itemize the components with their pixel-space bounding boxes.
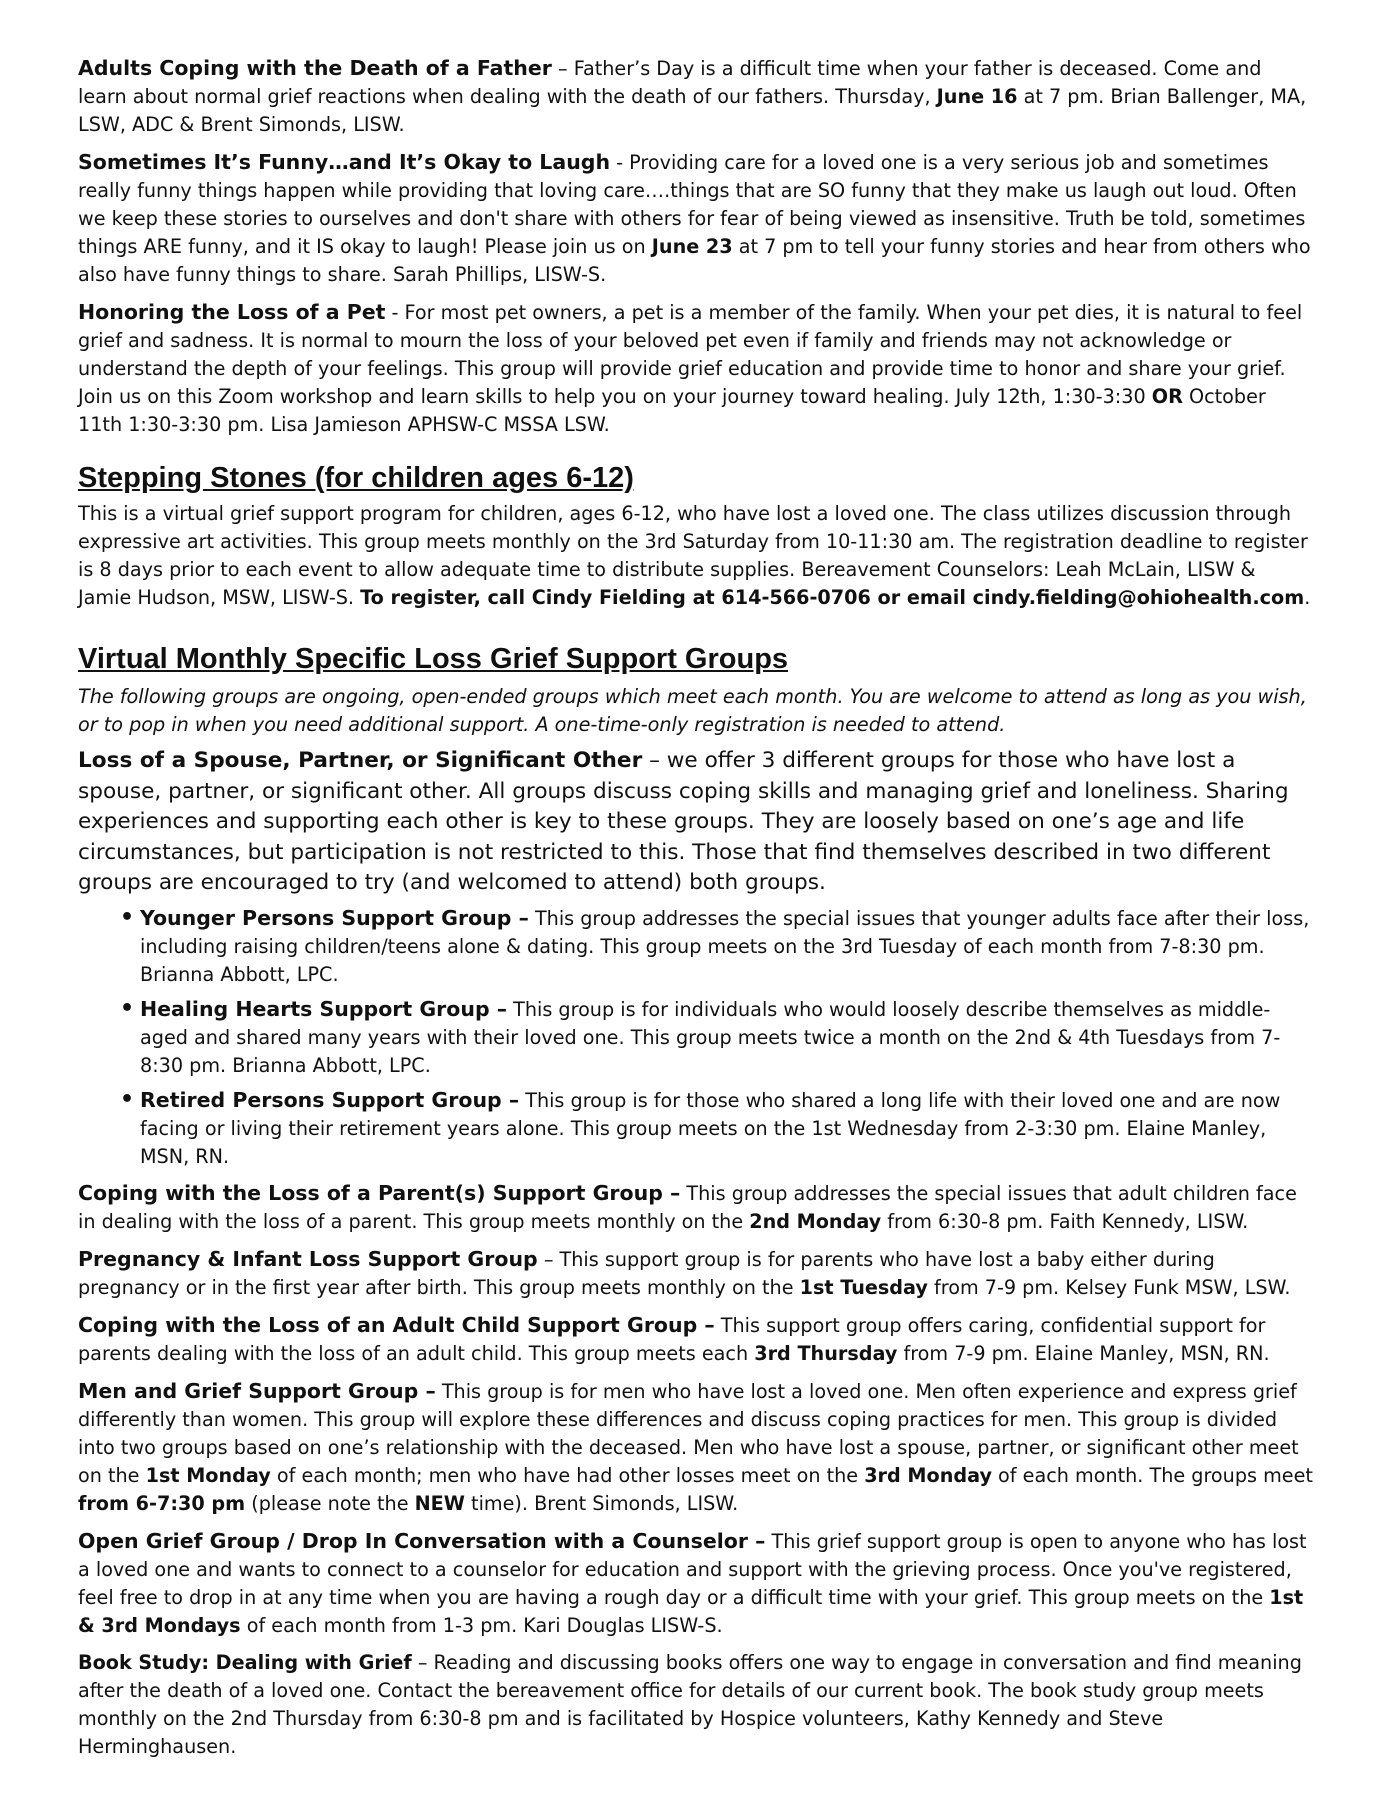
funny-laugh-entry <box>78 148 1313 289</box>
spouse-loss-entry <box>78 746 1313 899</box>
parent-loss-entry <box>78 1179 1313 1236</box>
entry-text: - For most pet owners, a pet is a member of the family. When your pet dies, it is natural to feel grief and sadness. It is normal to mourn the loss of your beloved pet even if family and friends may not acknowledge or understand the depth of your feelings. This group will provide grief education and provide time to honor and share your grief. Join us on this Zoom workshop and learn skills to help you on your journey toward healing. July 12th, 1:30-3:30 <box>78 301 1303 408</box>
entry-title: Adults Coping with the Death of a Father <box>78 56 552 80</box>
entry-schedule: 3rd Monday <box>864 1463 992 1487</box>
entry-title: Honoring the Loss of a Pet <box>78 300 386 324</box>
entry-schedule: 1st Monday <box>145 1463 271 1487</box>
spouse-groups-list <box>78 904 1313 1171</box>
father-day-entry <box>78 54 1313 139</box>
entry-text: This support group offers caring, confidential support for parents dealing with the loss of an adult child. This group meets each <box>78 1313 1266 1365</box>
entry-title: Coping with the Loss of an Adult Child Support Group – <box>78 1312 715 1337</box>
entry-text: This group addresses the special issues that adult children face in dealing with the loss of a parent. This group meets monthly on the <box>78 1181 1297 1233</box>
entry-text: This grief support group is open to anyone who has lost a loved one and wants to connect to a counselor for education and support with the grieving process. Once you've registered, feel free to drop in at any time when you are having a rough day or a difficult time with your grief. This group meets on the <box>78 1529 1307 1609</box>
entry-schedule: 1st Tuesday <box>799 1275 928 1299</box>
entry-title: Sometimes It’s Funny…and It’s Okay to Laugh <box>78 150 611 174</box>
entry-title: Men and Grief Support Group – <box>78 1378 436 1403</box>
section-text: This is a virtual grief support program for children, ages 6-12, who have lost a loved one. The class utilizes discussion through expressive art activities. This group meets monthly on the 3rd Saturday from 10-11:30 am. The registration deadline to register is 8 days prior to each event to allow adequate time to distribute supplies. Bereavement Counselors: Leah McLain, LISW & Jamie Hudson, MSW, LISW-S. <box>78 502 1308 609</box>
registration-contact: To register, call Cindy Fielding at 614-566-0706 or email cindy.fielding@ohiohealth.com <box>360 586 1305 609</box>
list-item <box>140 1086 1313 1171</box>
stepping-stones-heading: Stepping Stones (for children ages 6-12) <box>78 462 634 494</box>
entry-text: from 7-9 pm. Kelsey Funk MSW, LSW. <box>927 1275 1291 1299</box>
group-title: Retired Persons Support Group – <box>140 1087 520 1112</box>
group-text: This group is for individuals who would loosely describe themselves as middle-aged and shared many years with their loved one. This group meets twice a month on the 2nd & 4th Tuesdays from 7-8:30 pm. Brianna Abbott, LPC. <box>140 997 1281 1077</box>
list-item <box>140 904 1313 989</box>
entry-text: from 7-9 pm. Elaine Manley, MSN, RN. <box>897 1341 1270 1365</box>
entry-date: June 23 <box>651 235 733 258</box>
group-title: Healing Hearts Support Group – <box>140 996 508 1021</box>
entry-title: Book Study: Dealing with Grief <box>78 1650 412 1674</box>
adult-child-loss-entry <box>78 1311 1313 1368</box>
group-text: This group addresses the special issues that younger adults face after their loss, including raising children/teens alone & dating. This group meets on the 3rd Tuesday of each month from 7-8:30 pm. Brianna Abbott, LPC. <box>140 906 1310 986</box>
stepping-stones-body <box>78 500 1313 612</box>
entry-text: This group is for men who have lost a loved one. Men often experience and express grief differently than women. This group will explore these differences and discuss coping practices for men. This group is divided into two groups based on one’s relationship with the deceased. Men who have lost a spouse, partner, or significant other meet on the <box>78 1379 1299 1487</box>
entry-schedule: 3rd Thursday <box>754 1341 898 1365</box>
open-grief-entry <box>78 1527 1313 1640</box>
entry-text: – This support group is for parents who have lost a baby either during pregnancy or in the first year after birth. This group meets monthly on the <box>78 1247 1215 1299</box>
virtual-groups-intro: The following groups are ongoing, open-ended groups which meet each month. You are welcome to attend as long as you wish, or to pop in when you need additional support. A one-time-only registration is needed to attend. <box>78 685 1307 736</box>
entry-text: – Father’s Day is a difficult time when your father is deceased. Come and learn about normal grief reactions when dealing with the death of our fathers. Thursday, <box>78 57 1262 108</box>
entry-text: of each month. The groups meet <box>991 1463 1313 1487</box>
entry-schedule: 2nd Monday <box>749 1209 882 1233</box>
section-text: . <box>1304 586 1311 609</box>
entry-text: time). Brent Simonds, LISW. <box>464 1491 739 1515</box>
virtual-groups-heading: Virtual Monthly Specific Loss Grief Support Groups <box>78 643 789 675</box>
entry-text: at 7 pm. Brian Ballenger, MA, LSW, ADC & Brent Simonds, LISW. <box>78 85 1307 136</box>
entry-title: Pregnancy & Infant Loss Support Group <box>78 1246 538 1271</box>
entry-emphasis: NEW <box>414 1491 465 1515</box>
entry-text: October 11th 1:30-3:30 pm. Lisa Jamieson APHSW-C MSSA LSW. <box>78 385 1266 436</box>
entry-text: from 6:30-8 pm. Faith Kennedy, LISW. <box>881 1209 1249 1233</box>
entry-text: (please note the <box>245 1491 415 1515</box>
entry-text: - Providing care for a loved one is a very serious job and sometimes really funny things happen while providing that loving care….things that are SO funny that they make us laugh out loud. Often we keep these stories to ourselves and don't share with others for fear of being viewed as insensitive. Truth be told, sometimes things ARE funny, and it IS okay to laugh! Please join us on <box>78 151 1306 258</box>
pet-loss-entry <box>78 298 1313 439</box>
pregnancy-loss-entry <box>78 1245 1313 1302</box>
entry-date: June 16 <box>936 85 1018 108</box>
list-item <box>140 995 1313 1080</box>
group-text: This group is for those who shared a long life with their loved one and are now facing or living their retirement years alone. This group meets on the 1st Wednesday from 2-3:30 pm. Elaine Manley, MSN, RN. <box>140 1088 1281 1168</box>
men-grief-entry <box>78 1377 1313 1518</box>
entry-text: of each month from 1-3 pm. Kari Douglas LISW-S. <box>240 1613 723 1637</box>
entry-schedule: from 6-7:30 pm <box>78 1491 246 1515</box>
entry-text: of each month; men who have had other losses meet on the <box>270 1463 865 1487</box>
entry-text: – Reading and discussing books offers one way to engage in conversation and find meaning after the death of a loved one. Contact the bereavement office for details of our current book. The book study group meets monthly on the 2nd Thursday from 6:30-8 pm and is facilitated by Hospice volunteers, Kathy Kennedy and Steve Herminghausen. <box>78 1650 1302 1758</box>
entry-schedule: 1st & 3rd Mondays <box>78 1585 1304 1637</box>
entry-title: Coping with the Loss of a Parent(s) Support Group – <box>78 1180 681 1205</box>
entry-text: at 7 pm to tell your funny stories and hear from others who also have funny things to share. Sarah Phillips, LISW-S. <box>78 235 1311 286</box>
group-title: Younger Persons Support Group – <box>140 905 529 930</box>
book-study-entry <box>78 1649 1313 1761</box>
entry-text: – we offer 3 different groups for those who have lost a spouse, partner, or significant other. All groups discuss coping skills and managing grief and loneliness. Sharing experiences and supporting each other is key to these groups. They are loosely based on one’s age and life circumstances, but participation is not restricted to this. Those that find themselves described in two different groups are encouraged to try (and welcomed to attend) both groups. <box>78 748 1289 895</box>
entry-emphasis: OR <box>1151 385 1183 408</box>
entry-title: Loss of a Spouse, Partner, or Significant Other <box>78 748 643 773</box>
entry-title: Open Grief Group / Drop In Conversation with a Counselor – <box>78 1528 766 1553</box>
